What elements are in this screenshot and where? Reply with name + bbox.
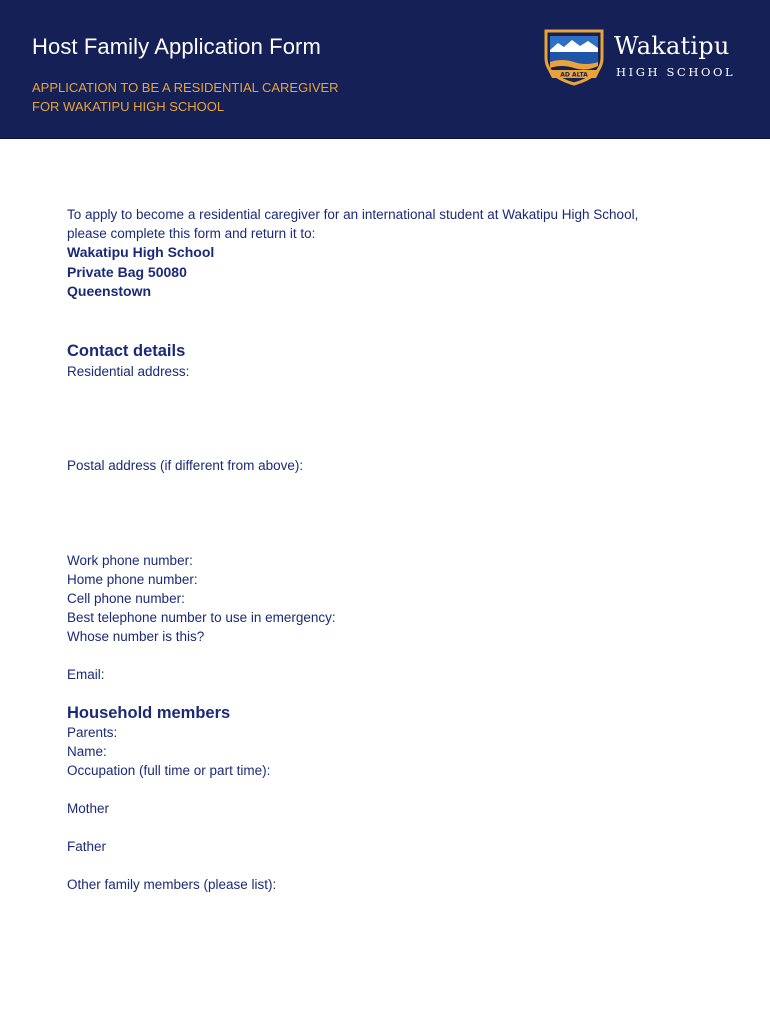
whose-number-label: Whose number is this?: [67, 629, 205, 644]
logo-name: Wakatipu: [614, 32, 730, 60]
subtitle-line-2: FOR WAKATIPU HIGH SCHOOL: [32, 99, 225, 114]
address-line-2: Private Bag 50080: [67, 263, 187, 280]
mother-label: [67, 799, 109, 818]
postal-address-text: Postal address (if different from above):: [67, 458, 304, 473]
parents-block: [67, 723, 270, 780]
emergency-phone-label: Best telephone number to use in emergency:: [67, 610, 336, 625]
crest-motto: AD ALTA: [560, 71, 588, 79]
father-text: Father: [67, 839, 107, 854]
crest-icon: [542, 28, 606, 86]
email-text: Email:: [67, 667, 105, 682]
intro-line-2: please complete this form and return it to:: [67, 226, 316, 241]
work-phone-label: Work phone number:: [67, 553, 193, 568]
home-phone-label: Home phone number:: [67, 572, 198, 587]
contact-heading: [67, 341, 185, 361]
occupation-label: Occupation (full time or part time):: [67, 763, 271, 778]
father-label: [67, 837, 106, 856]
intro-section: [67, 205, 727, 302]
form-subtitle: [32, 78, 452, 116]
intro-line-1: To apply to become a residential caregiver for an international student at Wakatipu High School,: [67, 207, 639, 222]
header-band: [0, 0, 770, 139]
form-title: Host Family Application Form: [32, 34, 321, 59]
email-label: [67, 665, 105, 684]
residential-address-label: [67, 362, 189, 381]
cell-phone-label: Cell phone number:: [67, 591, 185, 606]
other-members-text: Other family members (please list):: [67, 877, 277, 892]
parents-label: Parents:: [67, 725, 118, 740]
mother-text: Mother: [67, 801, 110, 816]
school-logo: [542, 28, 742, 88]
name-label: Name:: [67, 744, 107, 759]
address-line-1: Wakatipu High School: [67, 244, 215, 260]
household-heading: [67, 703, 230, 723]
residential-address-text: Residential address:: [67, 364, 190, 379]
household-heading-text: Household members: [67, 704, 231, 722]
other-members-label: [67, 875, 276, 894]
logo-subtitle: HIGH SCHOOL: [616, 65, 736, 79]
subtitle-line-1: APPLICATION TO BE A RESIDENTIAL CAREGIVER: [32, 80, 339, 95]
contact-heading-text: Contact details: [67, 342, 186, 360]
address-line-3: Queenstown: [67, 283, 152, 299]
postal-address-label: [67, 456, 303, 475]
phone-list: [67, 551, 336, 646]
